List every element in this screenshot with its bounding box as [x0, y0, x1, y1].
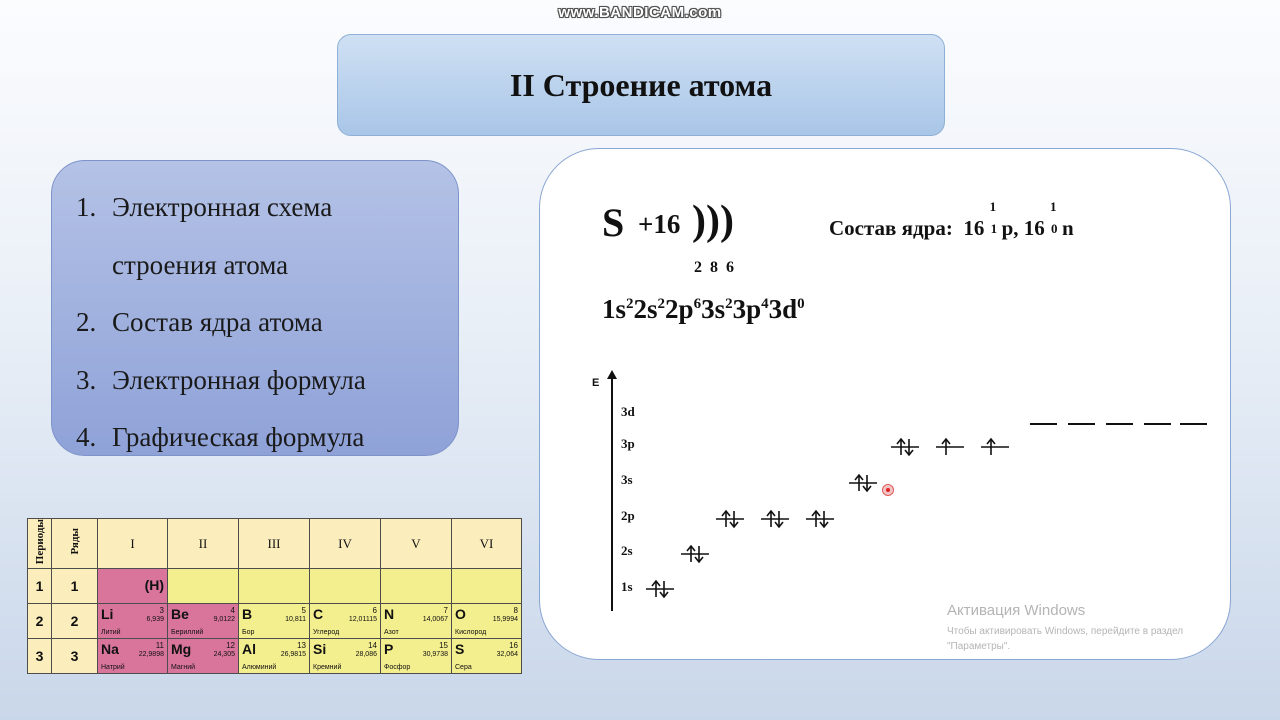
element-symbol: Si	[313, 641, 327, 658]
topics-list	[52, 179, 458, 467]
element-name: Фосфор	[384, 664, 411, 672]
element-cell	[452, 639, 522, 674]
element-symbol: S	[602, 200, 625, 245]
atomic-mass: 22,9898	[138, 651, 164, 659]
atomic-mass: 32,064	[496, 651, 518, 659]
topic-text: строения атома	[112, 249, 289, 280]
orbital-2p	[760, 509, 790, 529]
neutron-isotope-notation: 1 0	[1050, 199, 1058, 236]
orbital-3p	[890, 437, 920, 457]
energy-axis	[611, 375, 613, 611]
topic-text: Состав ядра атома	[112, 307, 323, 337]
atomic-mass: 30,9738	[422, 651, 448, 659]
atomic-number: 15	[439, 641, 448, 651]
element-name: Магний	[171, 664, 196, 672]
group-header: II	[168, 519, 239, 569]
empty-orbital-3d	[1180, 423, 1207, 425]
activation-line: "Параметры".	[947, 641, 1011, 652]
atom-structure-panel	[539, 148, 1231, 660]
element-name: Бериллий	[171, 629, 204, 637]
period-number: 2	[28, 604, 52, 639]
element-symbol: B	[242, 606, 253, 623]
group-header: V	[381, 519, 452, 569]
element-symbol: P	[384, 641, 394, 658]
element-symbol: O	[455, 606, 466, 623]
period-number: 3	[28, 639, 52, 674]
row-number: 1	[52, 569, 98, 604]
atomic-mass: 24,305	[213, 651, 235, 659]
row-header: Ряды	[52, 519, 98, 569]
element-symbol: Li	[101, 606, 114, 623]
element-cell	[239, 604, 310, 639]
group-header: IV	[310, 519, 381, 569]
topic-text: Электронная формула	[112, 364, 366, 395]
empty-orbital-3d	[1106, 423, 1133, 425]
atomic-mass: 9,0122	[213, 616, 235, 624]
nuclear-charge: +16	[638, 209, 681, 239]
level-label: 2s	[621, 543, 633, 558]
config-orbital: 3d	[768, 294, 798, 324]
element-cell	[381, 639, 452, 674]
slide-title-text: II Строение атома	[509, 66, 773, 103]
atomic-mass: 28,086	[355, 651, 377, 659]
electron-shells: )))	[692, 198, 734, 244]
empty-orbital-3d	[1068, 423, 1095, 425]
level-label: 3s	[621, 472, 633, 487]
topic-item	[52, 352, 458, 410]
element-symbol: Al	[242, 641, 256, 658]
orbital-2s	[680, 544, 710, 564]
neutron-count: 16	[1023, 216, 1045, 240]
neutron-symbol: n	[1062, 216, 1074, 240]
row-number: 3	[52, 639, 98, 674]
orbital-3p	[935, 437, 965, 457]
element-symbol: C	[313, 606, 324, 623]
element-cell	[98, 639, 168, 674]
mouse-cursor-highlight	[882, 484, 894, 496]
atomic-mass: 15,9994	[492, 616, 518, 624]
proton-count: 16	[963, 216, 985, 240]
table-header-row	[28, 519, 522, 569]
config-orbital: 3s	[701, 294, 726, 324]
atomic-number: 8	[513, 606, 518, 616]
proton-symbol: p,	[1001, 216, 1019, 240]
slide-title	[337, 34, 945, 136]
activation-title: Активация Windows	[947, 602, 1086, 619]
empty-orbital-3d	[1144, 423, 1171, 425]
element-cell	[239, 639, 310, 674]
topic-number: 1.	[76, 192, 97, 222]
atomic-mass: 14,0067	[422, 616, 448, 624]
atomic-mass: 10,811	[285, 616, 306, 624]
config-electrons: 2	[657, 296, 666, 312]
element-name: Бор	[242, 629, 255, 637]
element-name: Азот	[384, 629, 399, 637]
element-cell	[168, 604, 239, 639]
atomic-number: 5	[301, 606, 306, 616]
topic-text: Электронная схема	[112, 192, 333, 222]
orbital-3s	[848, 473, 878, 493]
group-header: VI	[452, 519, 522, 569]
activation-line: Чтобы активировать Windows, перейдите в раздел	[947, 626, 1184, 637]
element-cell	[168, 639, 239, 674]
element-cell	[310, 569, 381, 604]
config-electrons: 0	[797, 296, 805, 312]
element-cell	[381, 604, 452, 639]
element-name: Углерод	[313, 629, 340, 637]
element-name: Кислород	[455, 629, 487, 637]
topics-list-box	[51, 160, 459, 456]
topic-item	[52, 294, 458, 352]
orbital-2p	[715, 509, 745, 529]
element-name: Кремний	[313, 664, 342, 672]
element-symbol: (H)	[144, 577, 164, 594]
element-name: Натрий	[101, 664, 125, 672]
config-orbital: 3p	[732, 294, 762, 324]
element-symbol: N	[384, 606, 395, 623]
element-cell	[98, 604, 168, 639]
level-label: 1s	[621, 579, 633, 594]
topic-number: 4.	[76, 422, 97, 452]
row-number: 2	[52, 604, 98, 639]
element-cell	[168, 569, 239, 604]
atomic-number: 7	[443, 606, 448, 616]
config-orbital: 2p	[665, 294, 694, 324]
atomic-number: 3	[159, 606, 164, 616]
shell-electron-counts: 2 8 6	[694, 259, 736, 276]
config-orbital: 2s	[633, 294, 658, 324]
period-header: Периоды	[28, 519, 52, 569]
topic-number: 2.	[76, 307, 97, 337]
orbital-1s	[645, 579, 675, 599]
topic-item-continuation	[52, 237, 458, 295]
proton-isotope-notation: 1 1	[989, 199, 998, 236]
atomic-number: 13	[297, 641, 306, 651]
atomic-number: 12	[226, 641, 235, 651]
config-electrons: 4	[761, 296, 769, 312]
element-cell	[381, 569, 452, 604]
orbital-3p	[980, 437, 1010, 457]
electron-configuration	[602, 294, 805, 325]
element-symbol: Mg	[171, 641, 192, 658]
atomic-number: 16	[509, 641, 518, 651]
windows-activation-notice	[947, 602, 1183, 654]
empty-orbital-3d	[1030, 423, 1057, 425]
element-cell	[452, 604, 522, 639]
bandicam-watermark: www.BANDICAM.com	[558, 4, 722, 21]
config-orbital: 1s	[602, 294, 627, 324]
atomic-number: 4	[230, 606, 235, 616]
topic-item	[52, 179, 458, 237]
periodic-table-fragment	[27, 518, 522, 674]
atomic-number: 14	[368, 641, 377, 651]
topic-number: 3.	[76, 364, 97, 395]
period-number: 1	[28, 569, 52, 604]
atomic-mass: 6,939	[146, 616, 164, 624]
energy-axis-label: E	[592, 377, 600, 389]
element-name: Литий	[101, 629, 121, 637]
element-cell	[310, 604, 381, 639]
config-electrons: 2	[626, 296, 634, 312]
topic-item	[52, 409, 458, 467]
element-symbol: S	[455, 641, 465, 658]
nucleus-label: Состав ядра:	[829, 216, 953, 240]
topic-text: Графическая формула	[112, 422, 365, 452]
table-row	[28, 639, 522, 674]
atomic-number: 11	[155, 641, 164, 651]
element-cell	[310, 639, 381, 674]
config-electrons: 2	[725, 296, 733, 312]
nucleus-composition	[829, 199, 1074, 241]
table-row	[28, 569, 522, 604]
element-cell	[98, 569, 168, 604]
energy-axis-arrow-icon	[607, 370, 617, 379]
config-electrons: 6	[693, 296, 702, 312]
element-cell	[452, 569, 522, 604]
group-header: III	[239, 519, 310, 569]
element-symbol: Be	[171, 606, 189, 623]
group-header: I	[98, 519, 168, 569]
element-symbol: Na	[101, 641, 119, 658]
atomic-mass: 12,01115	[348, 616, 377, 624]
level-label: 3p	[621, 436, 635, 451]
table-row	[28, 604, 522, 639]
level-label: 2p	[621, 508, 635, 523]
orbital-2p	[805, 509, 835, 529]
atomic-mass: 26,9815	[280, 651, 306, 659]
atomic-number: 6	[372, 606, 377, 616]
element-name: Сера	[455, 664, 472, 672]
element-cell	[239, 569, 310, 604]
element-name: Алюминий	[242, 664, 277, 672]
level-label: 3d	[621, 404, 635, 419]
